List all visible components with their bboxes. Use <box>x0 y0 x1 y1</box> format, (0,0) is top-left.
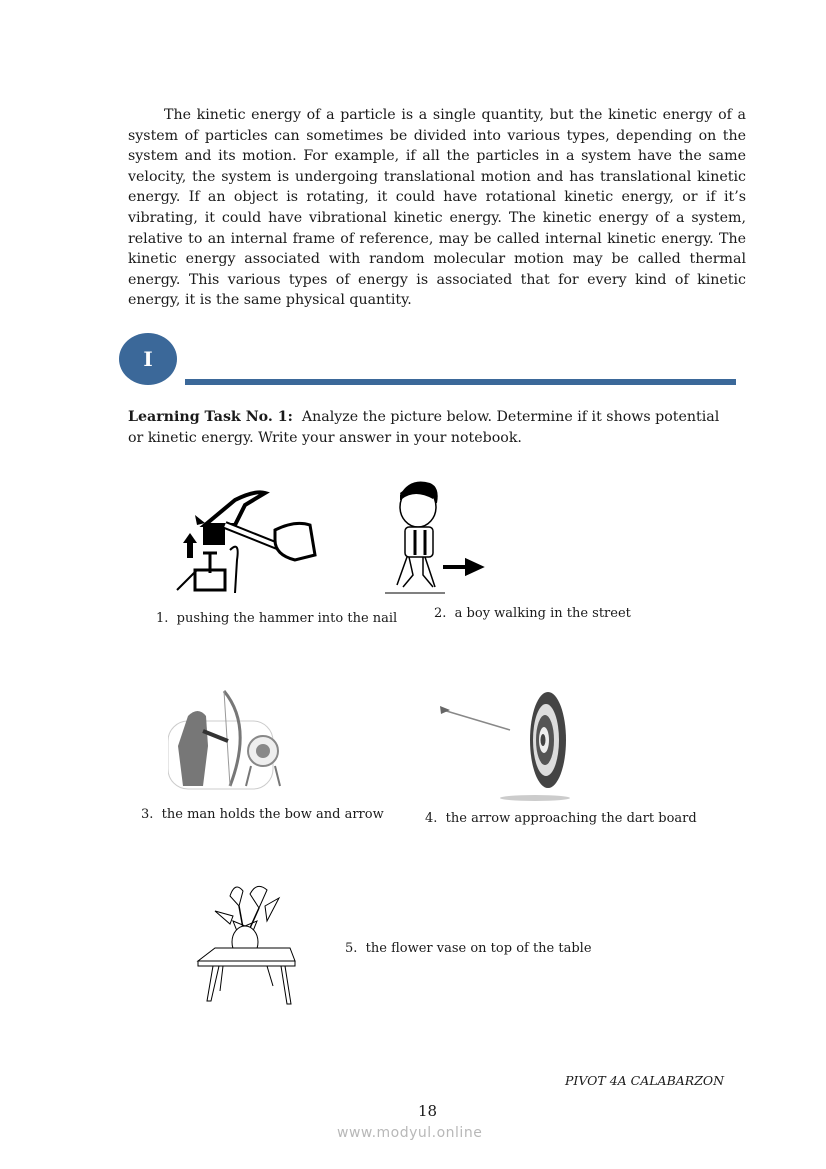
item-5-caption: 5. the flower vase on top of the table <box>345 941 592 956</box>
watermark: www.modyul.online <box>337 1125 483 1141</box>
archer-illustration <box>168 686 308 791</box>
page-number: 18 <box>418 1102 438 1120</box>
section-letter: I <box>143 347 153 371</box>
section-badge <box>119 333 177 385</box>
hammer-nail-illustration <box>175 485 325 595</box>
arrow-dartboard-illustration <box>435 690 585 805</box>
item-1-caption: 1. pushing the hammer into the nail <box>156 611 398 626</box>
intro-paragraph-text: The kinetic energy of a particle is a single quantity, but the kinetic energy of a system of particles can sometimes be divided into various types, depending on the system and its motion. For example, if all the particles in a system have the same velocity, the system is undergoing translational motion and has translational kinetic energy. If an object is rotating, it could have rotational kinetic energy, or if it’s vibrating, it could have vibrational kinetic energy. The kinetic energy of a system, relative to an internal frame of reference, may be called internal kinetic energy. The kinetic energy associated with random molecular motion may be called thermal energy. This various types of energy is associated that for every kind of kinetic energy, it is the same physical quantity. <box>128 107 746 309</box>
footer-program: PIVOT 4A CALABARZON <box>565 1073 725 1088</box>
boy-walking-illustration <box>385 475 485 595</box>
item-4-caption: 4. the arrow approaching the dart board <box>425 811 697 826</box>
item-2-caption: 2. a boy walking in the street <box>434 606 631 621</box>
flower-vase-table-illustration <box>195 876 300 1006</box>
task-text: Analyze the picture below. Determine if it shows potential or kinetic energy. Write your answer in your notebook. <box>128 409 720 446</box>
task-label: Learning Task No. 1: <box>128 409 293 425</box>
learning-task-instructions <box>128 407 738 449</box>
item-3-caption: 3. the man holds the bow and arrow <box>141 807 384 822</box>
section-divider-bar <box>185 379 736 385</box>
intro-paragraph <box>128 105 746 311</box>
